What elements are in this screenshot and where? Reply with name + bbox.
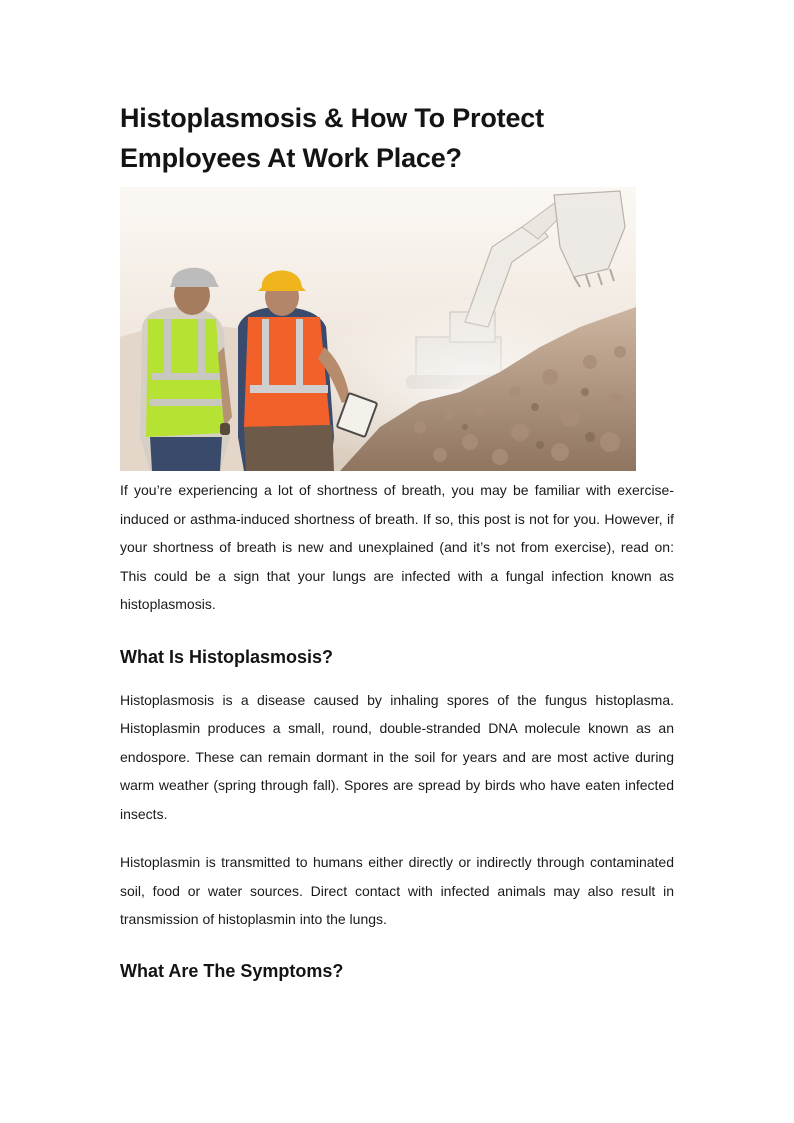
article: [120, 98, 674, 984]
section-heading-symptoms: What Are The Symptoms?: [120, 960, 344, 981]
section-heading-what-is: What Is Histoplasmosis?: [120, 646, 334, 667]
title-line-1: Histoplasmosis & How To Protect: [120, 103, 544, 133]
page-title: [120, 98, 674, 178]
intro-paragraph: If you’re experiencing a lot of shortness of breath, you may be familiar with exercise-induced or asthma-induced shortness of breath. If so, this post is not for you. However, if your shortness of breath is new and unexplained (and it’s not from exercise), read on: This could be a sign that your lungs are infected with a fungal infection known as histoplasmosis.: [120, 482, 674, 612]
section-paragraph: Histoplasmosis is a disease caused by inhaling spores of the fungus histoplasma. Histoplasmin produces a small, round, double-stranded DNA molecule known as an endospore. These can remain dormant in the soil for years and are most active during warm weather (spring through fall). Spores are spread by birds who have eaten infected insects.: [120, 691, 674, 822]
construction-workers-excavator-photo-icon: [120, 187, 636, 471]
section-paragraph: Histoplasmin is transmitted to humans either directly or indirectly through contaminated soil, food or water sources. Direct contact with infected animals may also result in transmission of histoplasmin into the lungs.: [120, 854, 674, 927]
title-line-2: Employees At Work Place?: [120, 143, 462, 173]
hero-image: [120, 187, 636, 471]
